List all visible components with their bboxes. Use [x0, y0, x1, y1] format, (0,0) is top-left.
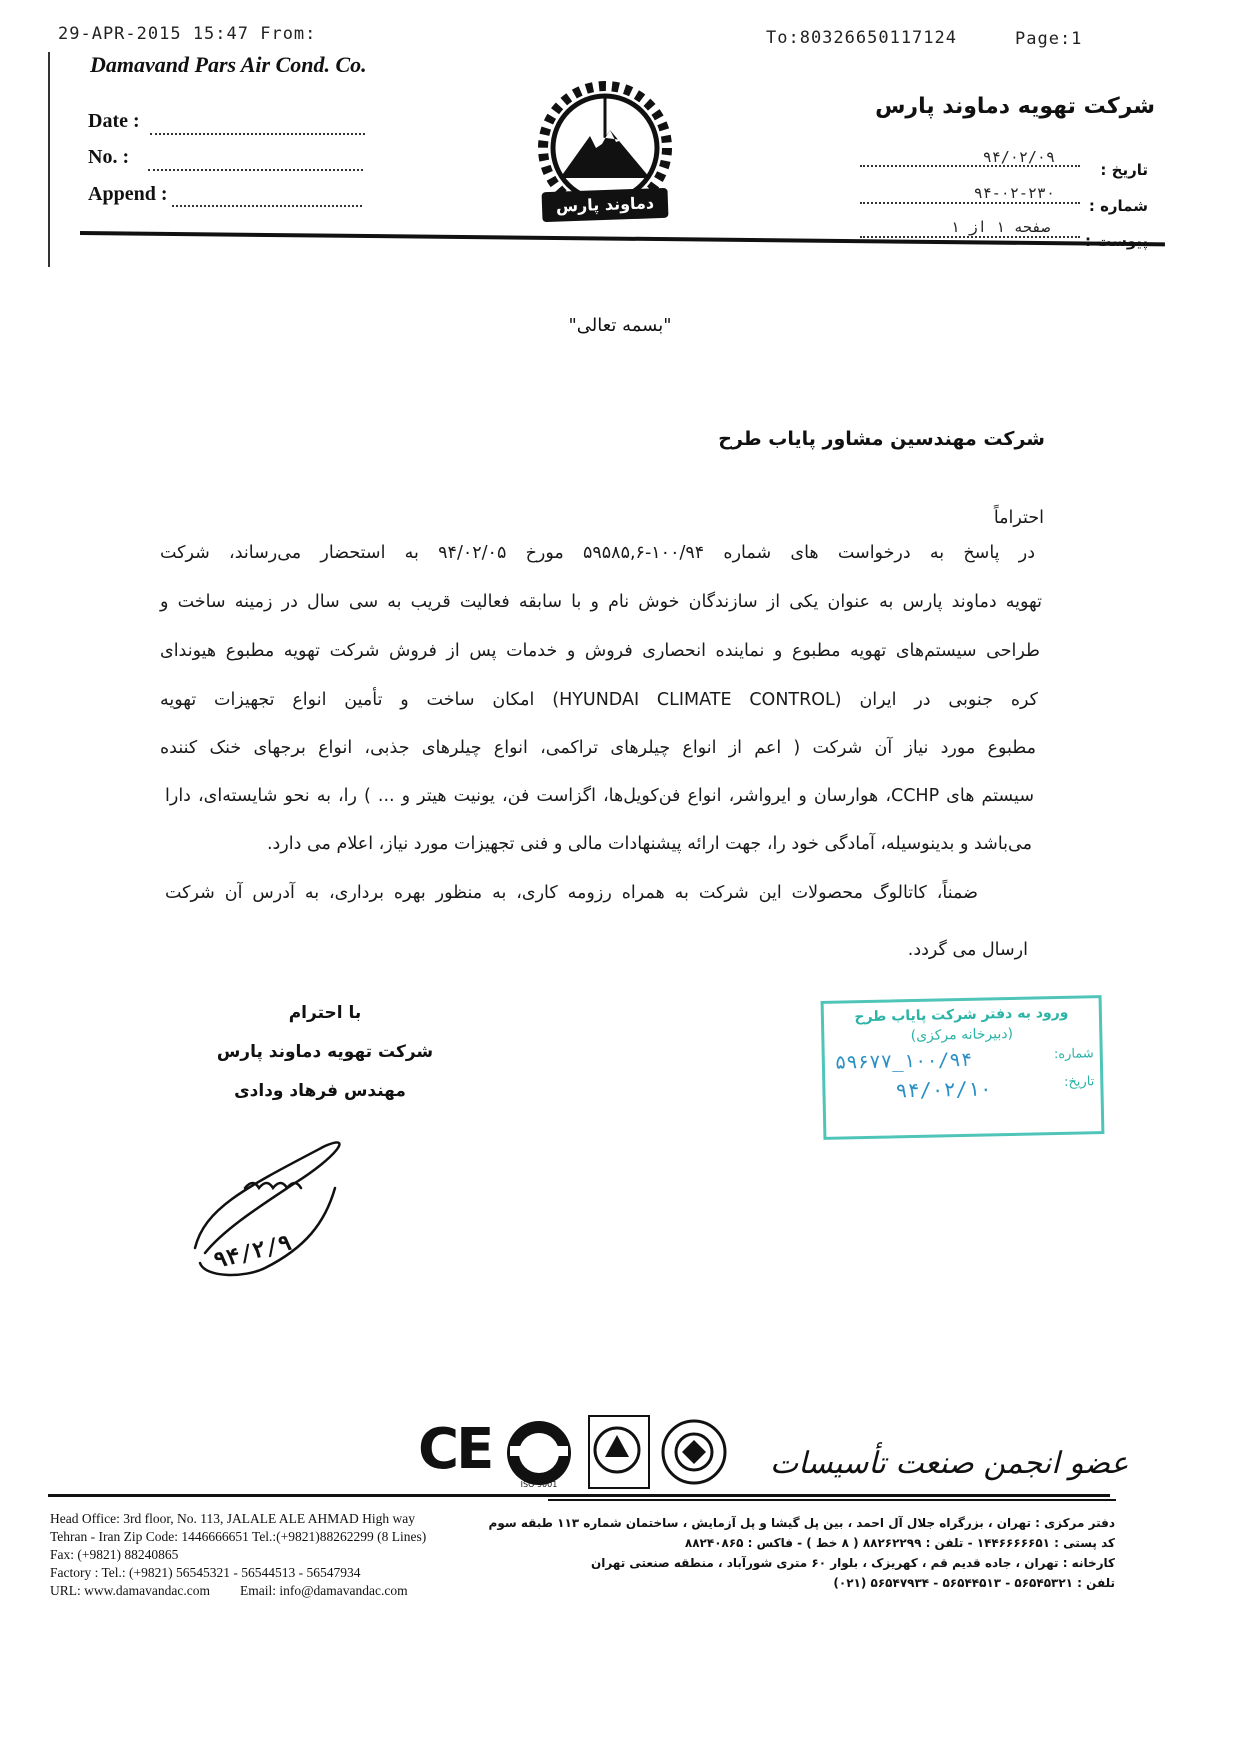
tuv-iso-icon [504, 1418, 574, 1488]
number-value-fa: ۹۴-۰۲-۲۳۰ [973, 184, 1055, 202]
no-field-en [88, 146, 129, 169]
attach-label-fa: پیوست : [1084, 232, 1148, 250]
fax-datetime: 29-APR-2015 15:47 From: [58, 24, 317, 44]
footer-email: Email: info@damavandac.com [239, 1583, 408, 1598]
date-value-fa: ۹۴/۰۲/۰۹ [982, 148, 1055, 166]
footer-divider [48, 1494, 1110, 1497]
handwritten-signature [185, 1128, 385, 1283]
ce-mark-text: CE [418, 1417, 492, 1482]
association-membership-text: عضو انجمن صنعت تأسیسات [770, 1446, 1129, 1481]
stamp-date-label: تاریخ: [1063, 1074, 1095, 1090]
ce-mark-icon [418, 1417, 492, 1482]
fax-page-number: Page:1 [1015, 29, 1083, 49]
footer-address-en [50, 1510, 426, 1600]
body-line-3: طراحی سیستم‌های تهویه مطبوع و نماینده انحصاری فروش و خدمات پس از فروش شرکت تهویه مطبوع هیوندای [160, 641, 1040, 661]
number-dots-fa [860, 202, 1080, 204]
append-label-en: Append : [88, 183, 168, 205]
association-seal-icon [660, 1418, 728, 1486]
footer-url: URL: www.damavandac.com [50, 1583, 210, 1598]
body-line-1: در پاسخ به درخواست های شماره ۱۰۰/۹۴-۵۹۵۸۵,۶ مورخ ۹۴/۰۲/۰۵ به استحضار می‌رساند، شرکت [160, 543, 1035, 563]
body-line-8: ضمناً، کاتالوگ محصولات این شرکت به همراه رزومه کاری، به منظور بهره برداری، به آدرس آن شرکت [165, 883, 978, 903]
received-stamp [821, 995, 1105, 1140]
footer-head-office: Head Office: 3rd floor, No. 113, JALALE ALE AHMAD High way [50, 1511, 416, 1526]
body-line-7: می‌باشد و بدینوسیله، آمادگی خود را، جهت ارائه پیشنهادات مالی و فنی تجهیزات مورد نیاز، اعلام می دارد. [266, 834, 1032, 854]
append-field-en [88, 183, 167, 206]
footer-tehran-line: Tehran - Iran Zip Code: 1446666651 Tel.:(+9821)88262299 (8 Lines) [50, 1529, 427, 1544]
signature-company: شرکت تهویه دماوند پارس [216, 1042, 434, 1062]
footer-fa-line4: تلفن : ۵۶۵۴۵۳۲۱ - ۵۶۵۴۴۵۱۳ - ۵۶۵۴۷۹۳۴ (۰۲۱) [833, 1576, 1115, 1590]
stamp-line2: (دبیرخانه مرکزی) [910, 1025, 1014, 1045]
signature-regards: با احترام [288, 1003, 362, 1023]
body-line-5: مطبوع مورد نیاز آن شرکت ( اعم از انواع چیلرهای تراکمی، انواع چیلرهای جذبی، انواع برجهای خنک کننده [160, 738, 1036, 758]
signature-name: مهندس فرهاد ودادی [234, 1081, 406, 1101]
company-logo [524, 78, 686, 230]
standard-seal-icon [588, 1415, 650, 1489]
footer-fax: Fax: (+9821) 88240865 [50, 1547, 179, 1562]
company-name-fa: شرکت تهویه دماوند پارس [875, 94, 1155, 119]
signature-date-scribble: ۹۴/۲/۹ [211, 1230, 295, 1275]
recipient: شرکت مهندسین مشاور پایاب طرح [718, 428, 1045, 450]
logo-text: دماوند پارس [555, 193, 655, 216]
append-dots-en [172, 204, 362, 207]
no-dots-en [148, 168, 363, 171]
footer-fa-line2: کد پستی : ۱۴۴۶۶۶۶۶۵۱ - تلفن : ۸۸۲۶۲۲۹۹ ( ۸ خط ) - فاکس : ۸۸۲۴۰۸۶۵ [684, 1536, 1115, 1550]
date-label-fa: تاریخ : [1100, 161, 1148, 179]
footer-fa-line3: کارخانه : تهران ، جاده قدیم قم ، کهریزک ، بلوار ۶۰ متری شورآباد ، منطقه صنعتی تهران [590, 1556, 1115, 1570]
stamp-number-label: شماره: [1053, 1046, 1094, 1063]
bismillah: "بسمه تعالی" [568, 315, 672, 336]
stamp-number-value: ۱۰۰/۹۴_۵۹۶۷۷ [834, 1048, 973, 1074]
footer-fa-line1: دفتر مرکزی : تهران ، بزرگراه جلال آل احمد ، بین پل گیشا و پل آزمایش ، ساختمان شماره ۱۱۳ طبقه سوم [488, 1516, 1115, 1530]
margin-bar [48, 52, 50, 267]
footer-factory: Factory : Tel.: (+9821) 56545321 - 56544513 - 56547934 [50, 1565, 361, 1580]
number-label-fa: شماره : [1088, 197, 1148, 215]
body-line-4: کره جنوبی در ایران (HYUNDAI CLIMATE CONTROL) امکان ساخت و تأمین انواع تجهیزات تهویه [160, 690, 1038, 710]
date-dots-en [150, 132, 365, 135]
tuv-iso-label: ISO 9001 [520, 1480, 558, 1489]
attach-value-fa: صفحه ۱ از ۱ [950, 218, 1050, 236]
date-label-en: Date : [88, 110, 140, 132]
date-field-en [88, 110, 140, 133]
stamp-line1: ورود به دفتر شرکت پایاب طرح [854, 1004, 1069, 1026]
footer-divider-right [548, 1499, 1116, 1501]
fax-recipient-number: To:80326650117124 [766, 28, 957, 48]
body-line-9: ارسال می گردد. [907, 940, 1028, 960]
body-line-2: تهویه دماوند پارس به عنوان یکی از سازندگان خوش نام و با سابقه فعالیت قریب به سی سال در زمینه ساخت و [160, 592, 1042, 612]
footer-address-fa [489, 1513, 1115, 1593]
salutation: احتراماً [993, 508, 1044, 528]
attach-dots-fa [860, 236, 1080, 238]
company-name-en: Damavand Pars Air Cond. Co. [90, 52, 367, 77]
no-label-en: No. : [88, 146, 130, 168]
body-line-6: سیستم های CCHP، هوارسان و ایرواشر، انواع فن‌کویل‌ها، اگزاست فن، یونیت هیتر و ... ) را، به نحو شایسته‌ای، دارا [165, 786, 1034, 806]
stamp-date-value: ۹۴/۰۲/۱۰ [895, 1076, 993, 1103]
